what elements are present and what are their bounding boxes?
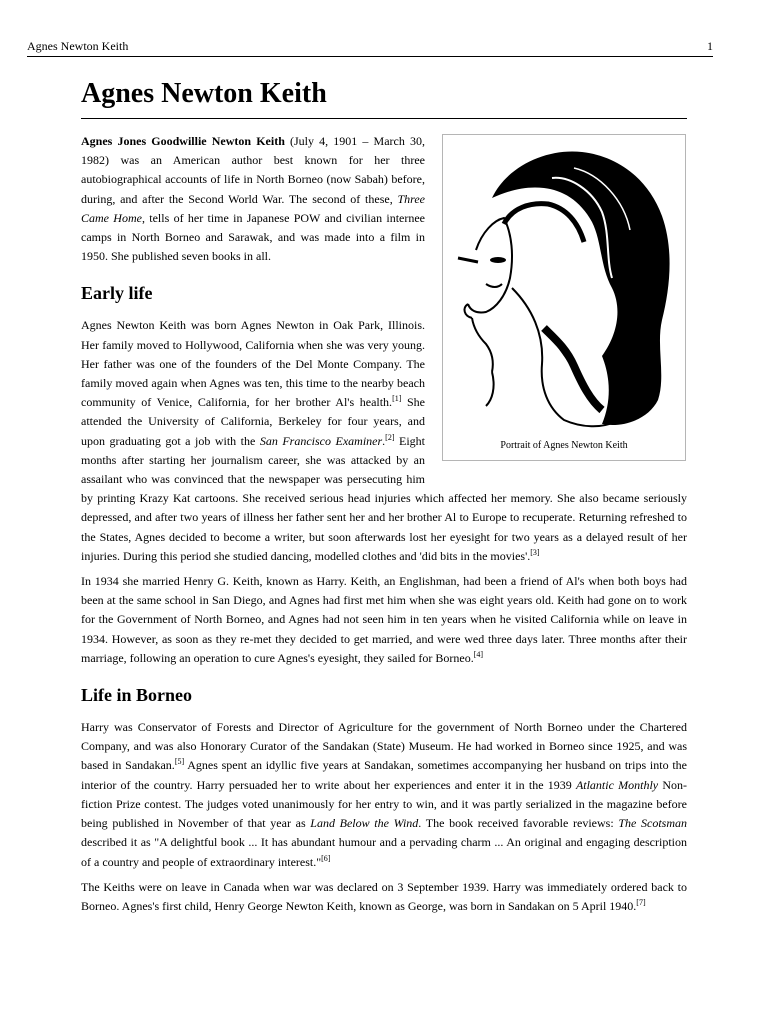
figure-caption: Portrait of Agnes Newton Keith [500,440,628,451]
section-heading-early-life: Early life [81,283,153,304]
running-title: Agnes Newton Keith [27,39,129,53]
newspaper-name-examiner: San Francisco Examiner [259,433,383,448]
book-title-three-came-home: Three Came Home [81,191,425,225]
citation-link[interactable]: [3] [530,547,540,557]
citation-link[interactable]: [1] [392,394,402,404]
citation-link[interactable]: [7] [636,897,646,907]
borneo-paragraph-2: The Keiths were on leave in Canada when war was declared on 3 September 1939. Harry was immediately ordered back to Borneo. Agnes's first child, Henry George Newton Keith, known as George, was born in Sandakan on 5 April 1940.[7] [81,879,687,913]
page-title: Agnes Newton Keith [81,78,327,109]
subject-full-name: Agnes Jones Goodwillie Newton Keith [81,134,285,148]
book-title-land-below-the-wind: Land Below the Wind [310,816,419,831]
title-rule [81,118,687,119]
section-heading-life-in-borneo: Life in Borneo [81,685,192,706]
newspaper-name-scotsman: The Scotsman [618,816,688,831]
header-rule [27,56,713,57]
citation-link[interactable]: [5] [174,757,185,767]
magazine-name: Atlantic Monthly [575,777,659,792]
borneo-paragraph-1: Harry was Conservator of Forests and Director of Agriculture for the government of North Borneo under the Chartered Company, and was also Honorary Curator of the Sandakan (State) Museum. He had worked in Borneo since 1925, and was based in Sandakan.[5] Agnes spent an idyllic five years at Sandakan, sometimes accompanying her husband on trips into the interior of the country. Harry persuaded her to write about her experiences and enter it in the 1939 Atlantic Monthly Non-fiction Prize contest. The judges voted unanimously for her entry to win, and it was partly serialized in the magazine before being published in November of that year as Land Below the Wind. The book received favorable reviews: The Scotsman described it as "A delightful book ... It has abundant humour and a pervading charm ... An original and engaging description of a country and people of extraordinary interest."[6] [81,720,688,869]
citation-link[interactable]: [4] [473,649,484,659]
article-body [81,132,687,922]
figure-spacer [425,132,687,472]
page-number: 1 [707,39,713,53]
intro-paragraph: Agnes Jones Goodwillie Newton Keith (July 4, 1901 – March 30, 1982) was an American author best known for her three autobiographical accounts of life in North Borneo (now Sabah) before, during, and after the Second World War. The second of these, Three Came Home, tells of her time in Japanese POW and civilian internee camps in North Borneo and Sarawak, and was made into a film in 1950. She published seven books in all. [81,134,426,264]
citation-link[interactable]: [6] [321,853,331,863]
citation-link[interactable]: [2] [385,432,395,442]
early-life-paragraph-1: Agnes Newton Keith was born Agnes Newton in Oak Park, Illinois. Her family moved to Hollywood, California when she was very young. Her father was one of the founders of the Del Monte Company. The family moved again when Agnes was ten, this time to the nearby beach community of Venice, California, for her brother Al's health.[1] She attended the University of California, Berkeley for four years, and upon graduating got a job with the San Francisco Examiner.[2] Eight months after starting her journalism career, she was attacked by an assailant who was convinced that the newspaper was persecuting him by printing Krazy Kat cartoons. She received serious head injuries which affected her memory. She also became seriously depressed, and after two years of illness her father sent her and her brother Al to Europe to recuperate. Returning refreshed to the States, Agnes decided to become a writer, but soon afterwards lost her eyesight for two years as a delayed result of her injuries. During this period she studied dancing, modelled clothes and 'did bits in the movies'.[3] [81,318,687,563]
early-life-paragraph-2: In 1934 she married Henry G. Keith, known as Harry. Keith, an Englishman, had been a friend of Al's when both boys had been at the same school in San Diego, and Agnes had first met him when she was eight years old. Keith had gone on to work for the Government of North Borneo, and Agnes had not seen him in ten years when he visited California while on leave in 1934. However, as soon as they re-met they decided to get married, and were wed three days later. Three months after their marriage, following an operation to cure Agnes's eyesight, they sailed for Borneo.[4] [81,574,687,665]
